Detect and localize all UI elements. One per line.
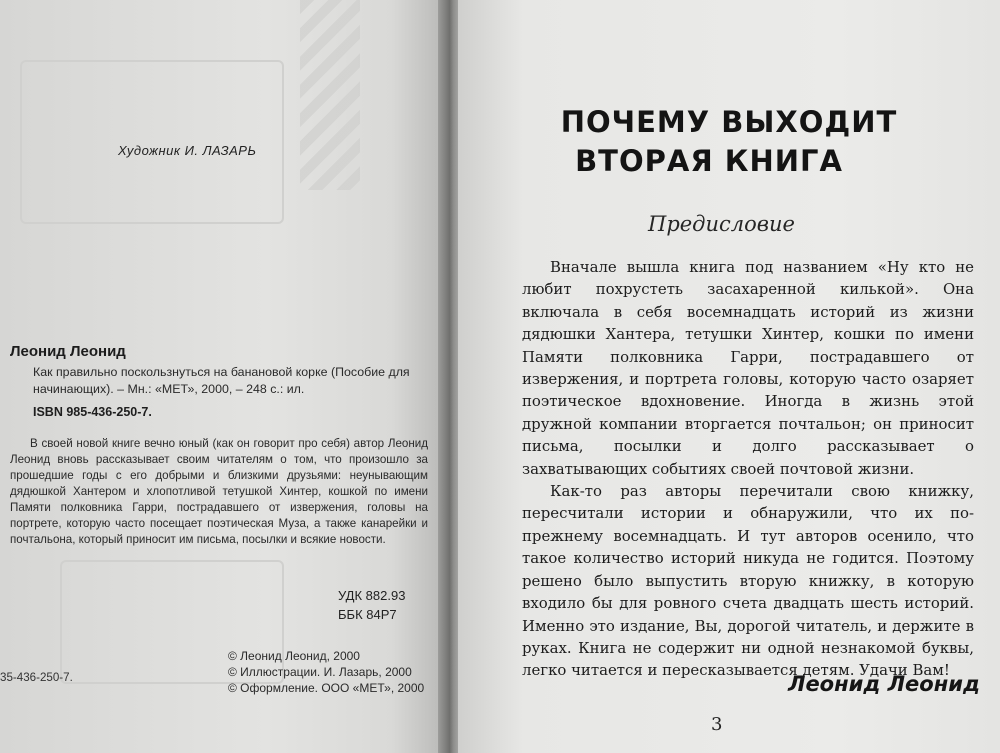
copyright-line: © Леонид Леонид, 2000 bbox=[228, 649, 360, 663]
book-annotation: В своей новой книге вечно юный (как он говорит про себя) автор Леонид Леонид вновь рассказывает своим читателям о том, что произошло за прошедшие годы с его добрыми и близкими друзьями: неунывающим дядюшкой Хантером и хлопотливой тетушкой Хинтер, кошкой по имени Памяти полковника Гарри, пострадавшего от извержения, головы на портрете, которую часто посещает поэтическая Муза, а также канарейки и почтальона, который приносит им письма, посылки и всякие новости. bbox=[10, 437, 428, 546]
copyright-block bbox=[228, 648, 424, 696]
show-through-decoration bbox=[300, 0, 360, 190]
show-through-frame bbox=[20, 60, 284, 224]
preface-text bbox=[522, 256, 974, 682]
isbn-edge: 35-436-250-7. bbox=[0, 671, 73, 684]
isbn-number: ISBN 985-436-250-7. bbox=[33, 405, 152, 419]
left-page bbox=[0, 0, 445, 753]
chapter-title-line2: ВТОРАЯ КНИГА bbox=[575, 144, 843, 178]
udk-code: УДК 882.93 bbox=[338, 588, 406, 603]
classification-codes bbox=[338, 586, 405, 624]
bbk-code: ББК 84Р7 bbox=[338, 607, 397, 622]
section-subtitle: Предисловие bbox=[648, 212, 795, 236]
chapter-title-line1: ПОЧЕМУ ВЫХОДИТ bbox=[560, 105, 898, 139]
author-signature: Леонид Леонид bbox=[788, 672, 980, 696]
bibliographic-description: Как правильно поскользнуться на банановой корке (Пособие для начинающих). – Мн.: «МЕТ», 2000, – 248 с.: ил. bbox=[33, 365, 410, 396]
paragraph: Вначале вышла книга под названием «Ну кто не любит похрустеть засахаренной килькой». Она включала в себя восемнадцать историй из жизни дядюшки Хантера, тетушки Хинтер, кошки по имени Памяти полковника Гарри, пострадавшего от извержения, и портрета головы, которую часто озаряет поэтическое вдохновение. Иногда в жизнь этой дружной компании вторгается почтальон; он приносит письма, посылки и долго рассказывает о захватывающих событиях своей почтовой жизни. bbox=[522, 258, 974, 478]
copyright-line: © Оформление. ООО «МЕТ», 2000 bbox=[228, 681, 425, 695]
copyright-line: © Иллюстрации. И. Лазарь, 2000 bbox=[228, 665, 412, 679]
page-number: 3 bbox=[711, 714, 723, 735]
author-name: Леонид Леонид bbox=[10, 343, 126, 360]
artist-credit: Художник И. ЛАЗАРЬ bbox=[118, 143, 257, 158]
right-page bbox=[458, 0, 1000, 753]
paragraph: Как-то раз авторы перечитали свою книжку, пересчитали истории и обнаружили, что их по-прежнему восемнадцать. И тут авторов осенило, что такое количество историй никуда не годится. Поэтому решено было выпустить вторую книжку, в которую входило бы для ровного счета двадцать шесть историй. Именно это издание, Вы, дорогой читатель, и держите в руках. Книга не содержит ни одной незнакомой буквы, легко читается и пересказывается детям. Удачи Вам! bbox=[522, 482, 974, 680]
